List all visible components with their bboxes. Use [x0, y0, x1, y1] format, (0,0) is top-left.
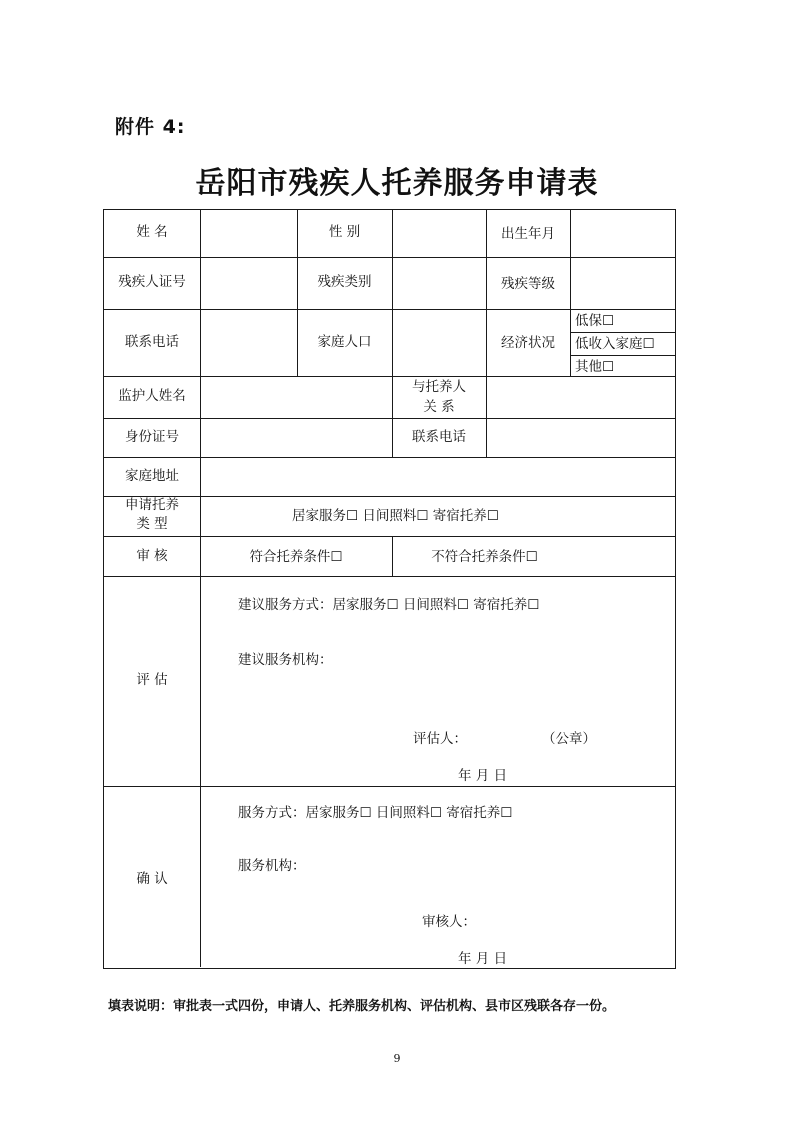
- col-line: [392, 210, 393, 376]
- application-form: [103, 209, 676, 969]
- attachment-label: 附件 4:: [115, 116, 186, 138]
- economic-status-label: 经济状况: [501, 335, 555, 351]
- confirmation-label: 确 认: [136, 871, 168, 887]
- disability-grade-label: 残疾等级: [501, 276, 555, 292]
- reviewer-label: 审核人：: [422, 914, 476, 930]
- id-number-label: 身份证号: [125, 429, 179, 445]
- col-line: [570, 210, 571, 376]
- econ-line: [570, 332, 675, 333]
- form-title: 岳阳市残疾人托养服务申请表: [195, 166, 599, 201]
- apply-type-label-line1: 申请托养: [125, 497, 179, 513]
- qualified-option[interactable]: 符合托养条件☐: [249, 549, 343, 565]
- relation-label-line2: 关 系: [423, 399, 455, 415]
- econ-option-low-income-family[interactable]: 低收入家庭☐: [575, 336, 655, 352]
- row-line: [104, 786, 675, 787]
- confirmation-date: 年 月 日: [458, 951, 508, 967]
- suggested-service-options[interactable]: 建议服务方式：居家服务☐ 日间照料☐ 寄宿托养☐: [238, 597, 540, 613]
- contact-phone-label-2: 联系电话: [412, 429, 466, 445]
- assessment-label: 评 估: [136, 672, 168, 688]
- row-line: [104, 496, 675, 497]
- apply-type-options[interactable]: 居家服务☐ 日间照料☐ 寄宿托养☐: [292, 508, 499, 524]
- review-label: 审 核: [136, 548, 168, 564]
- assessor-label: 评估人：: [413, 731, 467, 747]
- unqualified-option[interactable]: 不符合托养条件☐: [431, 549, 538, 565]
- gender-label: 性 别: [328, 224, 361, 240]
- row-line: [104, 418, 675, 419]
- row-line: [104, 376, 675, 377]
- econ-option-other[interactable]: 其他☐: [575, 359, 615, 375]
- assessment-date: 年 月 日: [458, 768, 508, 784]
- col-line: [200, 210, 201, 967]
- apply-type-label-line2: 类 型: [136, 516, 168, 532]
- econ-option-low-income-guarantee[interactable]: 低保☐: [575, 313, 615, 329]
- filling-instructions: 填表说明：审批表一式四份，申请人、托养服务机构、评估机构、县市区残联各存一份。: [108, 999, 616, 1014]
- name-label: 姓 名: [136, 224, 168, 240]
- service-org-label: 服务机构：: [238, 858, 306, 874]
- official-seal-label: （公章）: [542, 731, 596, 747]
- row-line: [104, 257, 675, 258]
- home-address-label: 家庭地址: [125, 468, 179, 484]
- suggested-org-label: 建议服务机构：: [238, 652, 333, 668]
- relation-label-line1: 与托养人: [412, 379, 466, 395]
- guardian-name-label: 监护人姓名: [118, 388, 186, 404]
- contact-phone-label: 联系电话: [125, 334, 179, 350]
- disability-category-label: 残疾类别: [317, 274, 372, 290]
- row-line: [104, 576, 675, 577]
- service-type-options[interactable]: 服务方式：居家服务☐ 日间照料☐ 寄宿托养☐: [238, 805, 513, 821]
- col-line: [486, 376, 487, 457]
- birth-label: 出生年月: [501, 226, 555, 242]
- household-size-label: 家庭人口: [317, 334, 372, 350]
- row-line: [104, 309, 675, 310]
- row-line: [104, 457, 675, 458]
- econ-line: [570, 355, 675, 356]
- disability-cert-label: 残疾人证号: [118, 274, 186, 290]
- page-number: 9: [393, 1052, 401, 1065]
- row-line: [104, 536, 675, 537]
